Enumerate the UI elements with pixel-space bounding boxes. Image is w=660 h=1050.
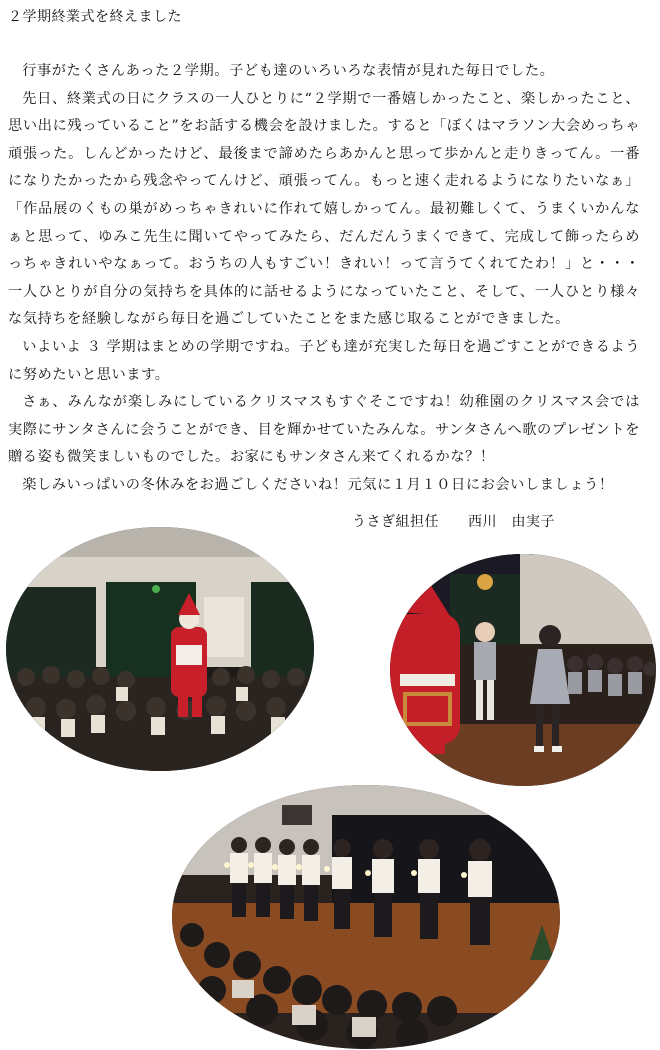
photo-child-meeting-santa bbox=[390, 554, 656, 786]
paragraph-3: いよいよ ３ 学期はまとめの学期ですね。子ども達が充実した毎日を過ごすことができるように努めたいと思います。 bbox=[8, 338, 640, 383]
paragraph-4: さぁ、みんなが楽しみにしているクリスマスもすぐそこですね！幼稚園のクリスマス会では実際にサンタさんに会うことができ、目を輝かせていたみんな。サンタさんへ歌のプレゼントを贈る姿も微笑ましいものでした。お家にもサンタさん来てくれるかな？！ bbox=[8, 394, 640, 466]
signature: うさぎ組担任 西川 由実子 bbox=[352, 514, 555, 530]
page-title: ２学期終業式を終えました bbox=[8, 9, 182, 25]
letter-body bbox=[8, 58, 640, 500]
paragraph-1: 行事がたくさんあった２学期。子ども達のいろいろな表情が見れた毎日でした。 bbox=[22, 63, 555, 79]
photo-children-singing bbox=[172, 785, 560, 1049]
paragraph-5: 楽しみいっぱいの冬休みをお過ごしくださいね！元気に１月１０日にお会いしましょう！ bbox=[22, 476, 614, 493]
paragraph-2: 先日、終業式の日にクラスの一人ひとりに“２学期で一番嬉しかったこと、楽しかったこと、思い出に残っていること”をお話する機会を設けました。すると「ぼくはマラソン大会めっちゃ頑張った。しんどかったけど、最後まで諦めたらあかんと思って歩かんと走りきってん。一番になりたかったから残念やってんけど、頑張ってん。もっと速く走れるようになりたいなぁ」「作品展のくもの巣がめっちゃきれいに作れて嬉しかってん。最初難しくて、うまくいかんなぁと思って、ゆみこ先生に聞いてやってみたら、だんだんうまくできて、完成して飾ったらめっちゃきれいやなぁって。おうちの人もすごい！きれい！って言うてくれてたわ！」と・・・一人ひとりが自分の気持ちを具体的に話せるようになっていたこと、そして、一人ひとり様々な気持ちを経験しながら毎日を過ごしていたことをまた感じ取ることができました。 bbox=[8, 90, 640, 328]
photo-santa-with-children bbox=[6, 527, 314, 771]
